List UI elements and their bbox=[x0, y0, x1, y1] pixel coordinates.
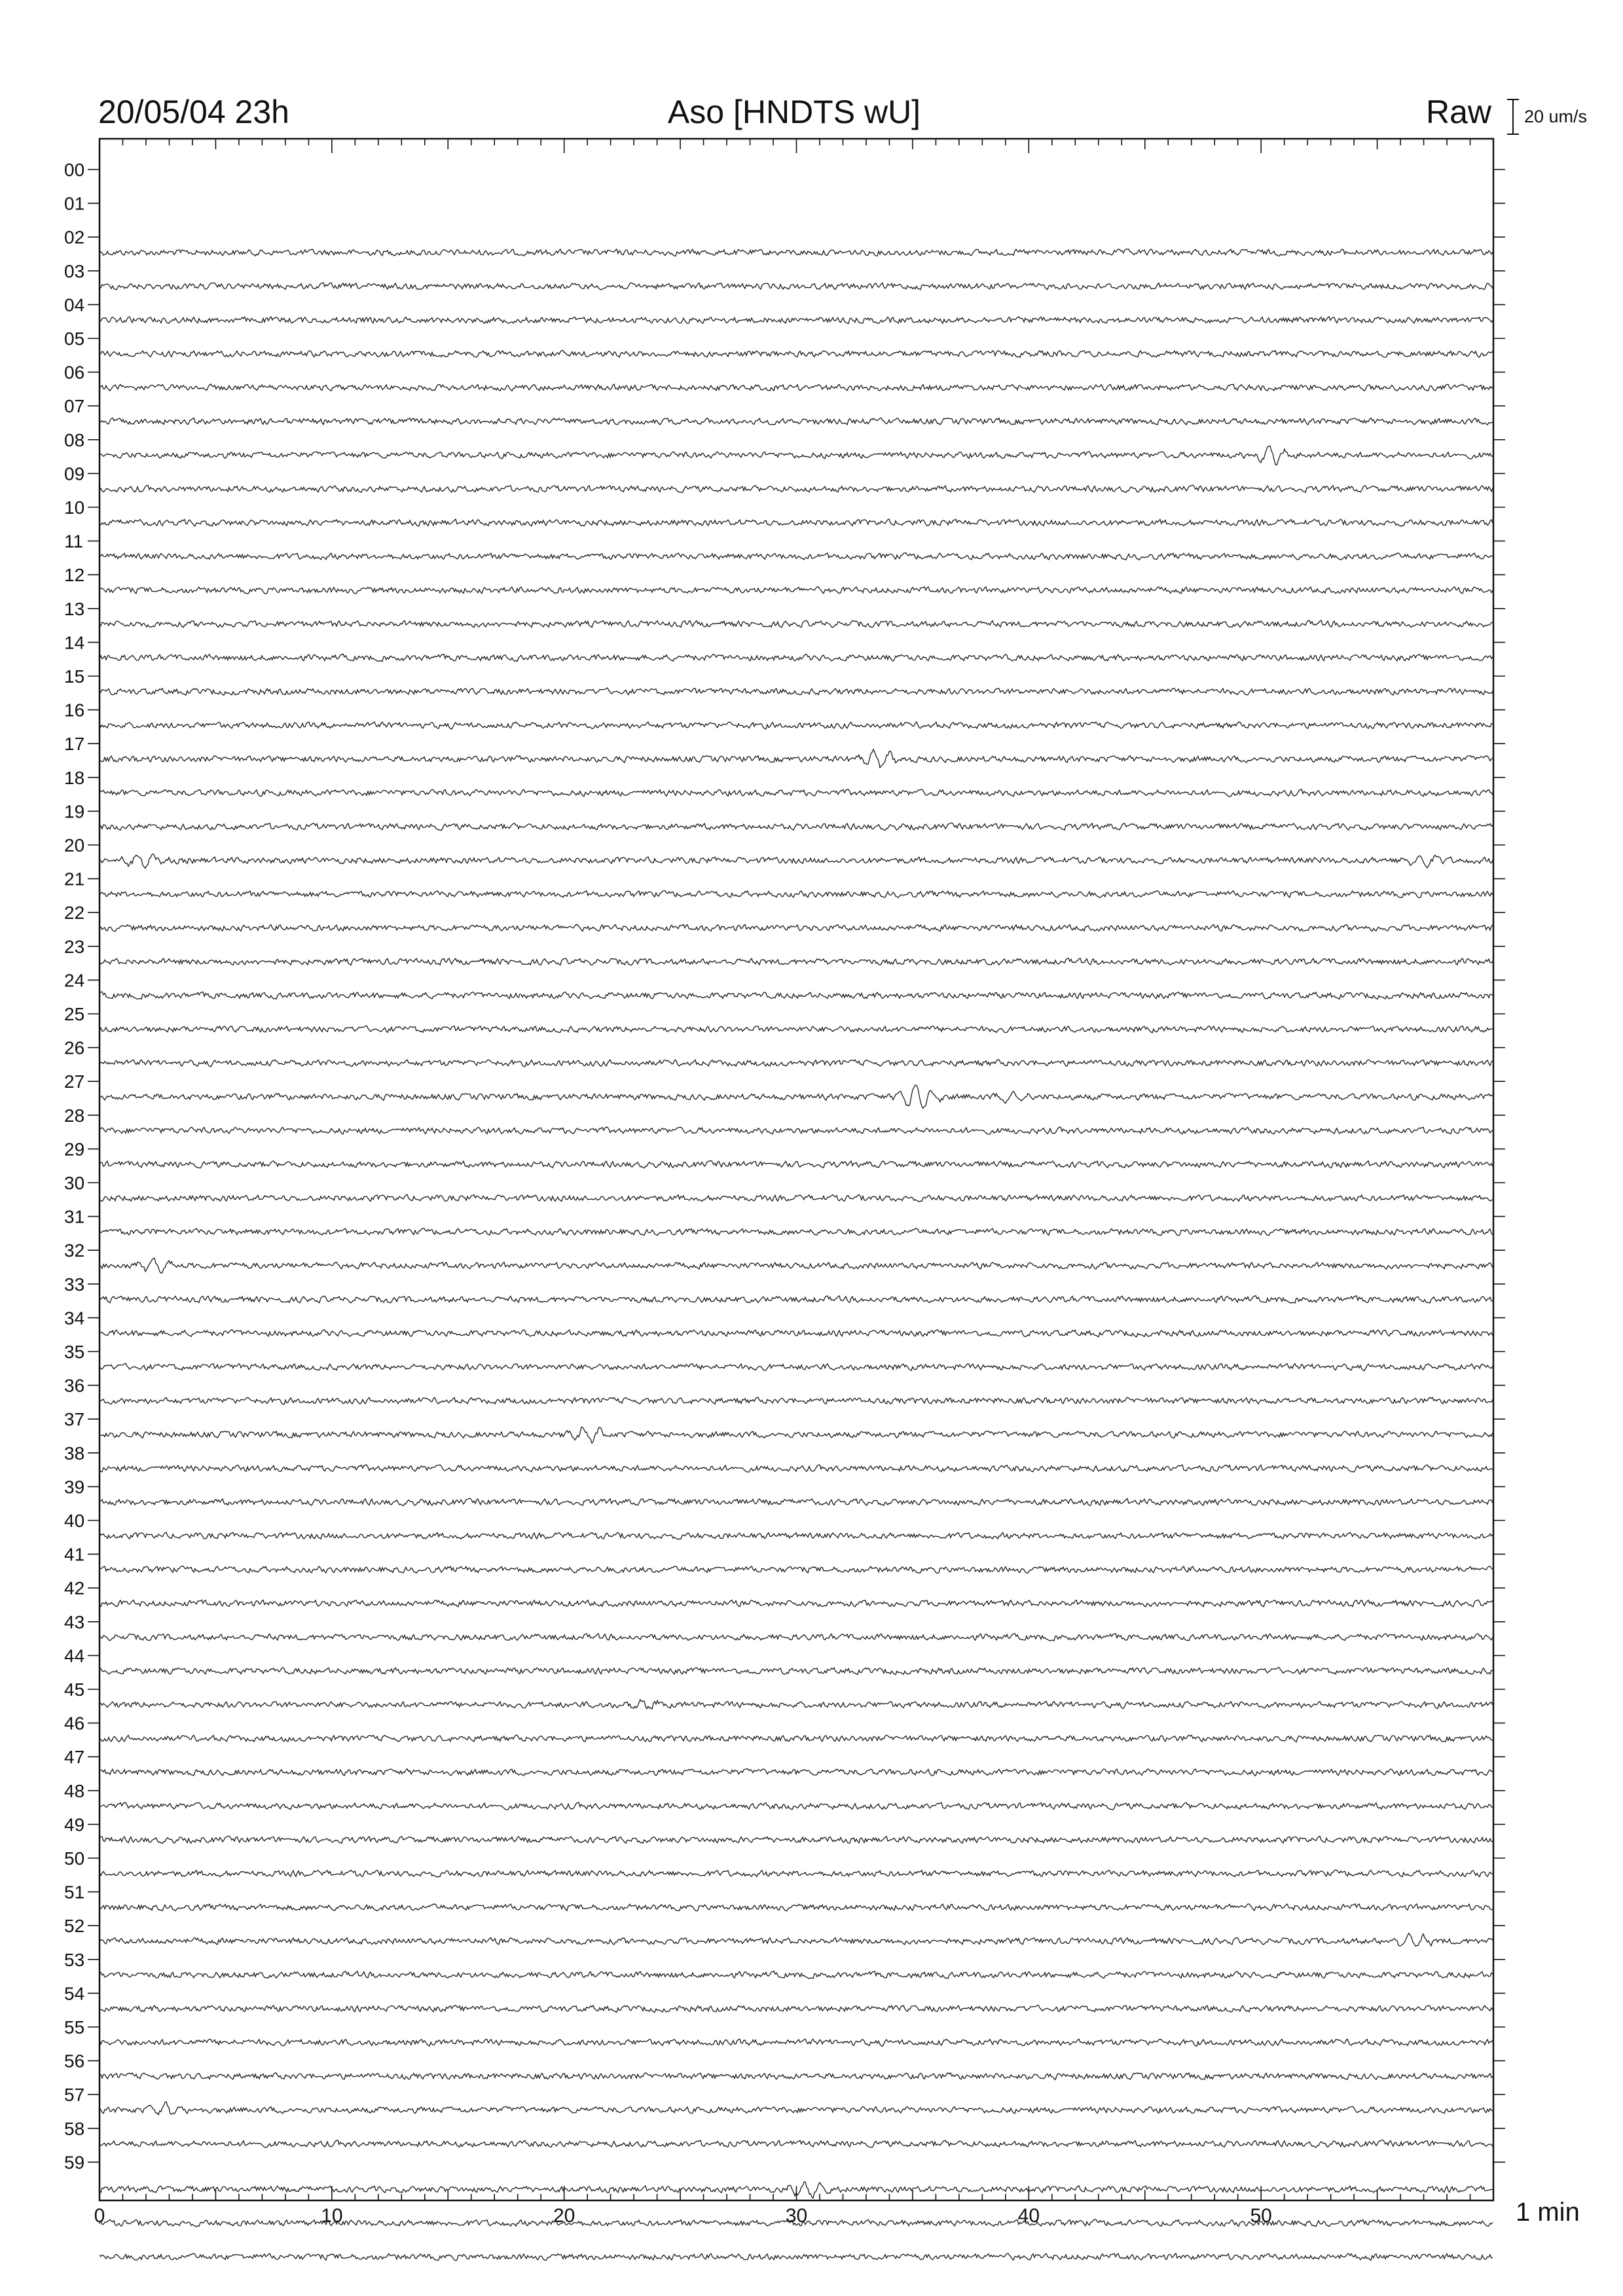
seismic-trace bbox=[100, 1803, 1493, 1810]
y-tick-label: 20 bbox=[64, 835, 85, 855]
seismic-trace bbox=[100, 2140, 1493, 2148]
seismic-trace bbox=[100, 722, 1493, 729]
y-tick-label: 48 bbox=[64, 1780, 85, 1801]
seismic-trace bbox=[100, 854, 1493, 869]
y-tick-label: 36 bbox=[64, 1375, 85, 1396]
seismic-trace bbox=[100, 1532, 1493, 1539]
y-tick-label: 13 bbox=[64, 598, 85, 619]
seismic-trace bbox=[100, 1060, 1493, 1067]
y-tick-label: 43 bbox=[64, 1611, 85, 1632]
seismic-trace bbox=[100, 1836, 1493, 1843]
seismic-trace bbox=[100, 2073, 1493, 2080]
seismic-trace bbox=[100, 992, 1493, 999]
y-tick-label: 24 bbox=[64, 970, 85, 991]
date-hour-label: 20/05/04 23h bbox=[98, 94, 289, 130]
seismic-trace bbox=[100, 418, 1493, 425]
y-tick-label: 27 bbox=[64, 1071, 85, 1092]
y-tick-label: 19 bbox=[64, 801, 85, 822]
seismic-trace bbox=[100, 1427, 1493, 1443]
y-tick-label: 18 bbox=[64, 767, 85, 788]
seismic-trace bbox=[100, 317, 1493, 324]
y-tick-label: 32 bbox=[64, 1240, 85, 1261]
y-tick-label: 01 bbox=[64, 193, 85, 214]
seismic-trace bbox=[100, 1634, 1493, 1641]
seismic-trace bbox=[100, 1700, 1493, 1709]
y-tick-label: 47 bbox=[64, 1747, 85, 1768]
y-tick-label: 07 bbox=[64, 396, 85, 417]
y-tick-label: 57 bbox=[64, 2085, 85, 2106]
seismic-trace bbox=[100, 620, 1493, 628]
seismic-trace bbox=[100, 1933, 1493, 1946]
seismic-trace bbox=[100, 1258, 1493, 1273]
y-tick-label: 10 bbox=[64, 497, 85, 518]
y-tick-label: 50 bbox=[64, 1848, 85, 1869]
y-tick-label: 25 bbox=[64, 1004, 85, 1024]
y-tick-label: 23 bbox=[64, 936, 85, 957]
seismic-trace bbox=[100, 1363, 1493, 1371]
y-tick-label: 21 bbox=[64, 869, 85, 889]
y-tick-label: 42 bbox=[64, 1578, 85, 1599]
seismic-trace bbox=[100, 1296, 1493, 1303]
seismic-trace bbox=[100, 789, 1493, 797]
seismic-trace bbox=[100, 1600, 1493, 1607]
y-tick-label: 06 bbox=[64, 362, 85, 383]
y-tick-label: 53 bbox=[64, 1949, 85, 1970]
y-tick-label: 40 bbox=[64, 1511, 85, 1531]
y-tick-label: 15 bbox=[64, 666, 85, 687]
y-tick-label: 37 bbox=[64, 1409, 85, 1430]
y-tick-label: 17 bbox=[64, 734, 85, 755]
seismic-trace bbox=[100, 553, 1493, 560]
y-tick-label: 04 bbox=[64, 295, 85, 315]
y-tick-label: 00 bbox=[64, 160, 85, 180]
y-tick-label: 08 bbox=[64, 429, 85, 450]
seismic-trace bbox=[100, 446, 1493, 465]
seismic-trace bbox=[100, 688, 1493, 695]
seismic-trace bbox=[100, 249, 1493, 257]
amplitude-scale-label: 20 um/s bbox=[1524, 107, 1588, 126]
seismic-trace bbox=[100, 1127, 1493, 1134]
seismic-trace bbox=[100, 384, 1493, 391]
y-tick-label: 39 bbox=[64, 1477, 85, 1498]
y-tick-label: 58 bbox=[64, 2118, 85, 2139]
seismic-trace bbox=[100, 2102, 1493, 2115]
y-tick-label: 46 bbox=[64, 1713, 85, 1734]
y-tick-label: 51 bbox=[64, 1882, 85, 1903]
y-tick-label: 35 bbox=[64, 1342, 85, 1362]
seismic-trace bbox=[100, 958, 1493, 965]
y-tick-label: 26 bbox=[64, 1037, 85, 1058]
seismic-trace bbox=[100, 2253, 1493, 2261]
seismic-trace bbox=[100, 1735, 1493, 1742]
y-tick-label: 16 bbox=[64, 700, 85, 721]
y-tick-label: 41 bbox=[64, 1544, 85, 1565]
seismic-trace bbox=[100, 823, 1493, 831]
seismic-trace bbox=[100, 1668, 1493, 1675]
y-tick-label: 38 bbox=[64, 1443, 85, 1463]
seismic-trace bbox=[100, 350, 1493, 357]
y-tick-label: 33 bbox=[64, 1274, 85, 1295]
seismic-trace bbox=[100, 1769, 1493, 1776]
y-tick-label: 56 bbox=[64, 2051, 85, 2072]
y-tick-label: 29 bbox=[64, 1139, 85, 1160]
y-tick-label: 09 bbox=[64, 463, 85, 484]
seismic-trace bbox=[100, 925, 1493, 932]
chart-marks bbox=[64, 139, 1505, 2261]
y-tick-label: 52 bbox=[64, 1916, 85, 1937]
y-tick-label: 30 bbox=[64, 1173, 85, 1193]
seismic-trace bbox=[100, 654, 1493, 661]
x-tick-label: 10 bbox=[321, 2205, 343, 2227]
seismic-trace bbox=[100, 1160, 1493, 1168]
seismic-trace bbox=[100, 1566, 1493, 1573]
y-tick-label: 59 bbox=[64, 2152, 85, 2173]
y-tick-label: 31 bbox=[64, 1206, 85, 1227]
y-tick-label: 12 bbox=[64, 565, 85, 586]
seismic-trace bbox=[100, 283, 1493, 290]
plot-frame bbox=[100, 139, 1493, 2200]
y-tick-label: 54 bbox=[64, 1983, 85, 2004]
x-tick-label: 30 bbox=[785, 2205, 808, 2227]
seismic-trace bbox=[100, 891, 1493, 898]
seismic-trace bbox=[100, 1904, 1493, 1911]
station-title: Aso [HNDTS wU] bbox=[667, 94, 921, 130]
x-tick-label: 20 bbox=[553, 2205, 575, 2227]
seismic-trace bbox=[100, 1971, 1493, 1979]
x-tick-label: 50 bbox=[1250, 2205, 1272, 2227]
seismic-trace bbox=[100, 1194, 1493, 1202]
x-tick-label: 0 bbox=[94, 2205, 105, 2227]
y-tick-label: 34 bbox=[64, 1308, 85, 1329]
mode-label: Raw bbox=[1425, 94, 1491, 130]
y-tick-label: 44 bbox=[64, 1645, 85, 1666]
seismic-trace bbox=[100, 1026, 1493, 1033]
y-tick-label: 14 bbox=[64, 632, 85, 653]
amplitude-scale-bar bbox=[1507, 99, 1519, 134]
x-tick-label: 40 bbox=[1017, 2205, 1040, 2227]
seismic-trace bbox=[100, 2039, 1493, 2047]
y-tick-label: 05 bbox=[64, 329, 85, 349]
y-tick-label: 22 bbox=[64, 903, 85, 924]
seismic-trace bbox=[100, 587, 1493, 594]
x-unit-label: 1 min bbox=[1516, 2198, 1580, 2227]
y-tick-label: 11 bbox=[64, 531, 84, 552]
y-tick-label: 02 bbox=[64, 227, 85, 248]
y-tick-label: 49 bbox=[64, 1814, 85, 1835]
y-tick-label: 55 bbox=[64, 2017, 85, 2037]
seismic-trace bbox=[100, 1498, 1493, 1505]
seismic-trace bbox=[100, 1085, 1493, 1108]
seismic-trace bbox=[100, 1397, 1493, 1405]
seismic-trace bbox=[100, 1870, 1493, 1877]
seismic-trace bbox=[100, 519, 1493, 526]
seismic-trace bbox=[100, 1465, 1493, 1472]
seismic-trace bbox=[100, 749, 1493, 768]
seismic-trace bbox=[100, 1229, 1493, 1236]
y-tick-label: 03 bbox=[64, 260, 85, 281]
y-tick-label: 28 bbox=[64, 1105, 85, 1126]
seismic-trace bbox=[100, 2005, 1493, 2013]
seismic-trace bbox=[100, 1330, 1493, 1337]
y-tick-label: 45 bbox=[64, 1679, 85, 1700]
seismic-trace bbox=[100, 485, 1493, 493]
